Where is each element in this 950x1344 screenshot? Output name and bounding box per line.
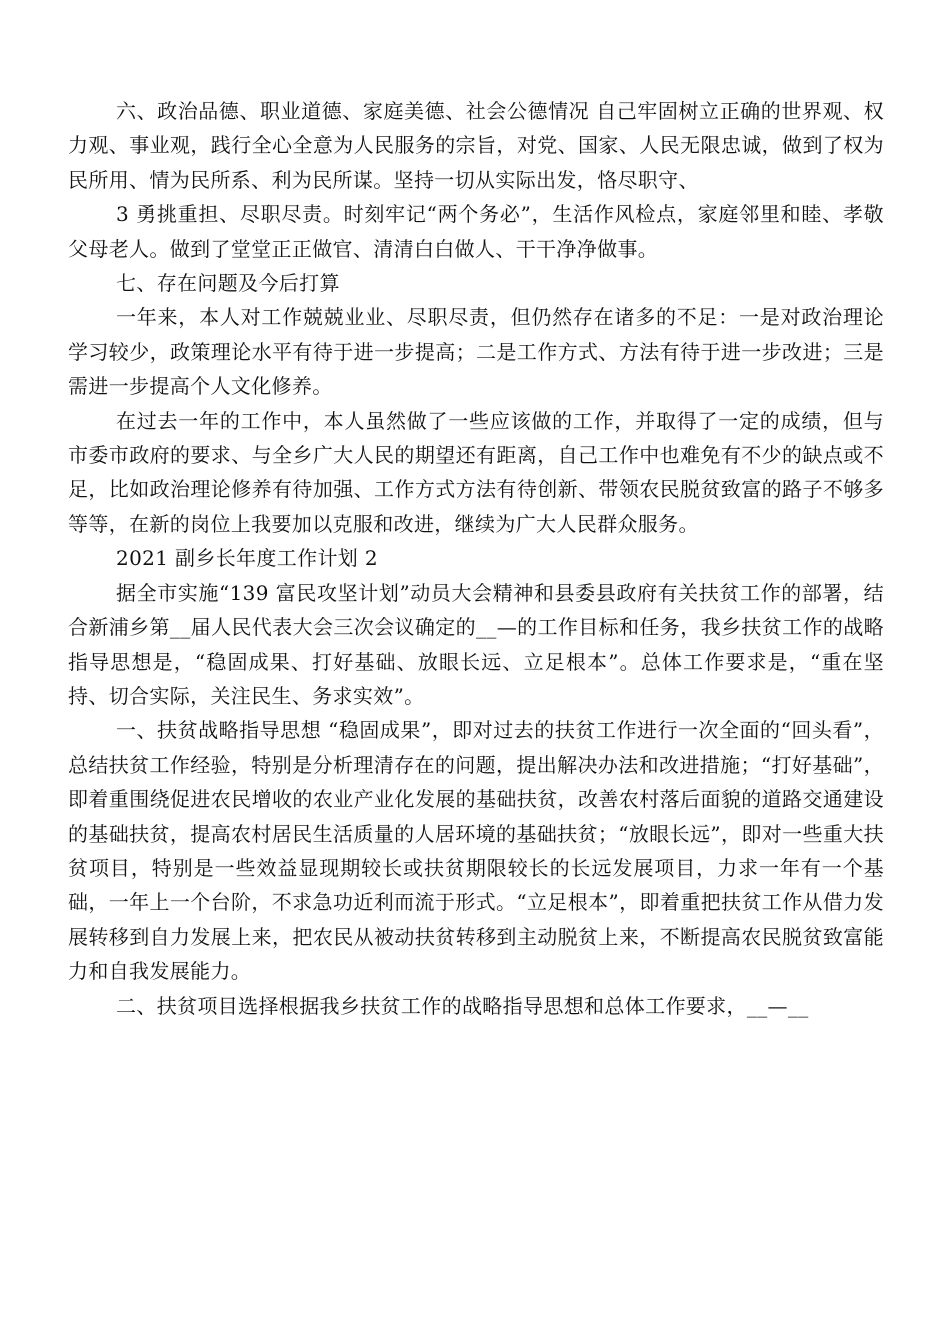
section-heading-problems-plans: 七、存在问题及今后打算 — [116, 271, 340, 296]
paragraph-shortcomings: 一年来，本人对工作兢兢业业、尽职尽责，但仍然存在诸多的不足：一是对政治理论学习较少，政策理论水平有待于进一步提高；二是工作方式、方法有待于进一步改进；三是需进一步提高个人文化修养。 — [68, 305, 884, 399]
paragraph-poverty-strategy-intro: 据全市实施“139 富民攻坚计划”动员大会精神和县委县政府有关扶贫工作的部署，结合新浦乡第__届人民代表大会三次会议确定的__—的工作目标和任务，我乡扶贫工作的战略指导思想是，“稳固成果、打好基础、放眼长远、立足根本”。总体工作要求是，“重在坚持、切合实际，关注民生、务求实效”。 — [68, 580, 884, 708]
paragraph-strategy-guiding-thought: 一、扶贫战略指导思想 “稳固成果”，即对过去的扶贫工作进行一次全面的“回头看”，总结扶贫工作经验，特别是分析理清存在的问题，提出解决办法和改进措施；“打好基础”，即着重围绕促进农民增收的农业产业化发展的基础扶贫，改善农村落后面貌的道路交通建设的基础扶贫，提高农村居民生活质量的人居环境的基础扶贫；“放眼长远”，即对一些重大扶贫项目，特别是一些效益显现期较长或扶贫期限较长的长远发展项目，力求一年有一个基础，一年上一个台阶，不求急功近利而流于形式。“立足根本”，即着重把扶贫工作从借力发展转移到自力发展上来，把农民从被动扶贫转移到主动脱贫上来，不断提高农民脱贫致富能力和自我发展能力。 — [68, 718, 884, 984]
document-subtitle-work-plan: 2021 副乡长年度工作计划 2 — [116, 546, 378, 571]
paragraph-political-ethics: 六、政治品德、职业道德、家庭美德、社会公德情况 自己牢固树立正确的世界观、权力观、事业观，践行全心全意为人民服务的宗旨，对党、国家、人民无限忠诚，做到了权为民所用、情为民所系、利为民所谋。坚持一切从实际出发，恪尽职守、 — [68, 99, 884, 192]
document-body — [68, 94, 884, 1023]
paragraph-past-year-summary: 在过去一年的工作中，本人虽然做了一些应该做的工作，并取得了一定的成绩，但与市委市政府的要求、与全乡广大人民的期望还有距离，自己工作中也难免有不少的缺点或不足，比如政治理论修养有待加强、工作方式方法有待创新、带领农民脱贫致富的路子不够多等等，在新的岗位上我要加以克服和改进，继续为广大人民群众服务。 — [68, 408, 884, 536]
paragraph-project-selection: 二、扶贫项目选择根据我乡扶贫工作的战略指导思想和总体工作要求，__—__ — [116, 993, 809, 1018]
paragraph-duties-continued: 3 勇挑重担、尽职尽责。时刻牢记“两个务必”，生活作风检点，家庭邻里和睦、孝敬父母老人。做到了堂堂正正做官、清清白白做人、干干净净做事。 — [68, 202, 884, 261]
